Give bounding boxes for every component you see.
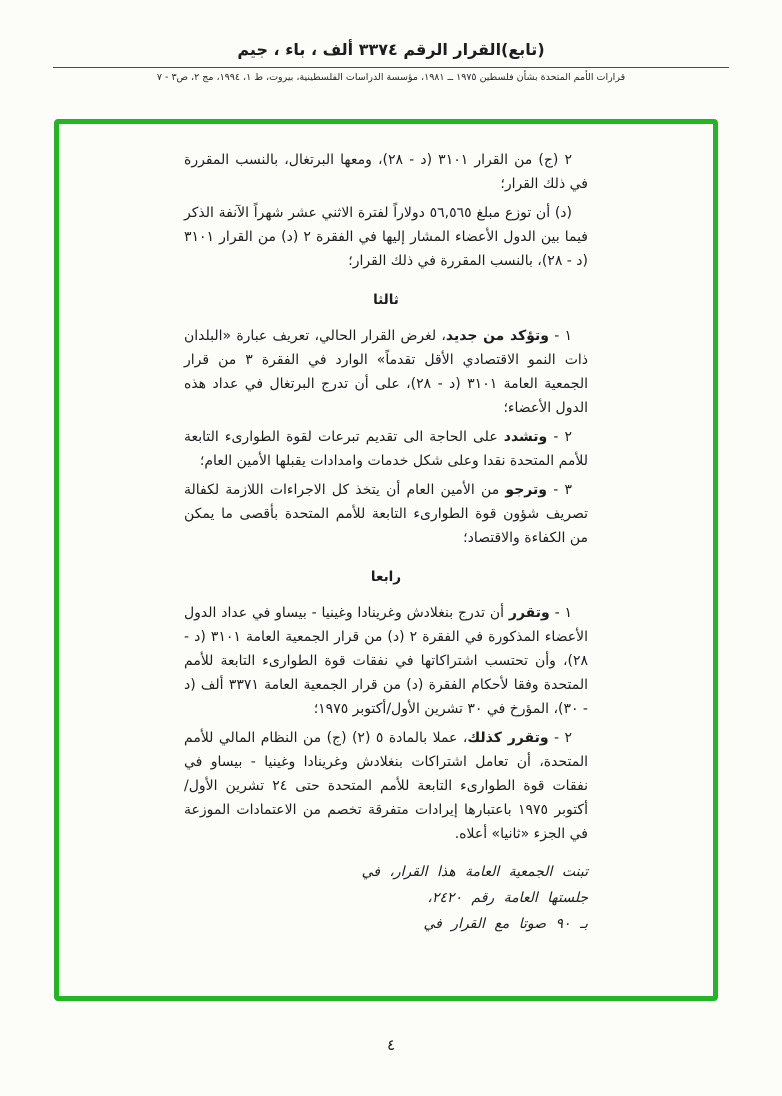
adoption-line-1: تبنت الجمعية العامة هذا القرار، في xyxy=(361,864,588,880)
paragraph-fourth-1 xyxy=(184,601,588,721)
section-heading-third: ثالثا xyxy=(373,292,399,308)
header-divider xyxy=(53,67,729,68)
paragraph-item-d: (د) أن توزع مبلغ ٥٦,٥٦٥ دولاراً لفترة الاثني عشر شهراً الآنفة الذكر فيما بين الدول الأعضاء المشار إليها في الفقرة ٢ (د) من القرار ٣١٠١ (د - ٢٨)، بالنسب المقررة في ذلك القرار؛ xyxy=(184,205,588,269)
paragraph-fourth-2 xyxy=(184,726,588,846)
paragraph-lead: وتشدد xyxy=(503,429,548,445)
paragraph-item-c-continuation: ٢ (ج) من القرار ٣١٠١ (د - ٢٨)، ومعها البرتغال، بالنسب المقررة في ذلك القرار؛ xyxy=(184,152,588,192)
adoption-line-3: بـ ٩٠ صوتا مع القرار في xyxy=(423,916,588,932)
paragraph-number: ٢ - xyxy=(548,730,573,746)
paragraph-number: ٢ - xyxy=(547,429,573,445)
paragraph-lead: وتؤكد من جديد xyxy=(445,328,549,344)
paragraph-lead: وترجو xyxy=(505,482,547,498)
paragraph-body: أن تدرج بنغلادش وغرينادا وغينيا - بيساو في عداد الدول الأعضاء المذكورة في الفقرة ٢ (د) من قرار الجمعية العامة ٣١٠١ (د - ٢٨)، وأن تحتسب اشتراكاتها في نفقات قوة الطوارىء التابعة للأمم المتحدة وفقا لأحكام الفقرة (د) من قرار الجمعية العامة ٣٣٧١ ألف (د - ٣٠)، المؤرخ في ٣٠ تشرين الأول/أكتوبر ١٩٧٥؛ xyxy=(184,605,588,717)
adoption-note xyxy=(184,859,588,937)
paragraph-third-3 xyxy=(184,478,588,550)
paragraph-number: ١ - xyxy=(549,605,572,621)
paragraph-lead: وتقرر كذلك xyxy=(467,730,549,746)
resolution-text xyxy=(184,148,588,937)
paragraph-body: على الحاجة الى تقديم تبرعات لقوة الطوارىء التابعة للأمم المتحدة نقدا وعلى شكل خدمات وامدادات يقبلها الأمين العام؛ xyxy=(184,429,588,469)
paragraph-third-2 xyxy=(184,425,588,473)
paragraph-body: ، لغرض القرار الحالي، تعريف عبارة «البلدان ذات النمو الاقتصادي الأقل تقدماً» الوارد في الفقرة ٣ من قرار الجمعية العامة ٣١٠١ (د - ٢٨)، على أن تدرج البرتغال في عداد هذه الدول الأعضاء؛ xyxy=(184,328,589,416)
document-title: (تابع)القرار الرقم ٣٣٧٤ ألف ، باء ، جيم xyxy=(237,40,545,59)
paragraph-body: من الأمين العام أن يتخذ كل الاجراءات اللازمة لكفالة تصريف شؤون قوة الطوارىء التابعة للأمم المتحدة بأقصى ما يمكن من الكفاءة والاقتصاد؛ xyxy=(184,482,588,546)
page-header xyxy=(0,0,782,83)
paragraph-number: ١ - xyxy=(548,328,573,344)
paragraph-lead: وتقرر xyxy=(508,605,550,621)
adoption-line-2: جلستها العامة رقم ٢٤٢٠، xyxy=(427,890,588,906)
page-number: ٤ xyxy=(386,1036,396,1054)
section-heading-fourth: رابعا xyxy=(370,569,402,585)
source-citation: قرارات الأمم المتحدة بشأن فلسطين ١٩٧٥ ــ ١٩٨١، مؤسسة الدراسات الفلسطينية، بيروت، ط ١، ١٩٩٤، مج ٢، ص٣ - ٧ xyxy=(156,72,626,83)
paragraph-body: ، عملا بالمادة ٥ (٢) (ج) من النظام المالي للأمم المتحدة، أن تعامل اشتراكات بنغلادش وغرينادا وغينيا - بيساو في نفقات قوة الطوارىء التابعة للأمم المتحدة حتى ٢٤ تشرين الأول/أكتوبر ١٩٧٥ باعتبارها إيرادات متفرقة تخصم من الاعتمادات الموزعة في الجزء «ثانيا» أعلاه. xyxy=(184,730,588,842)
paragraph-number: ٣ - xyxy=(546,482,573,498)
highlight-annotation-box xyxy=(54,119,718,1001)
paragraph-third-1 xyxy=(184,324,588,420)
